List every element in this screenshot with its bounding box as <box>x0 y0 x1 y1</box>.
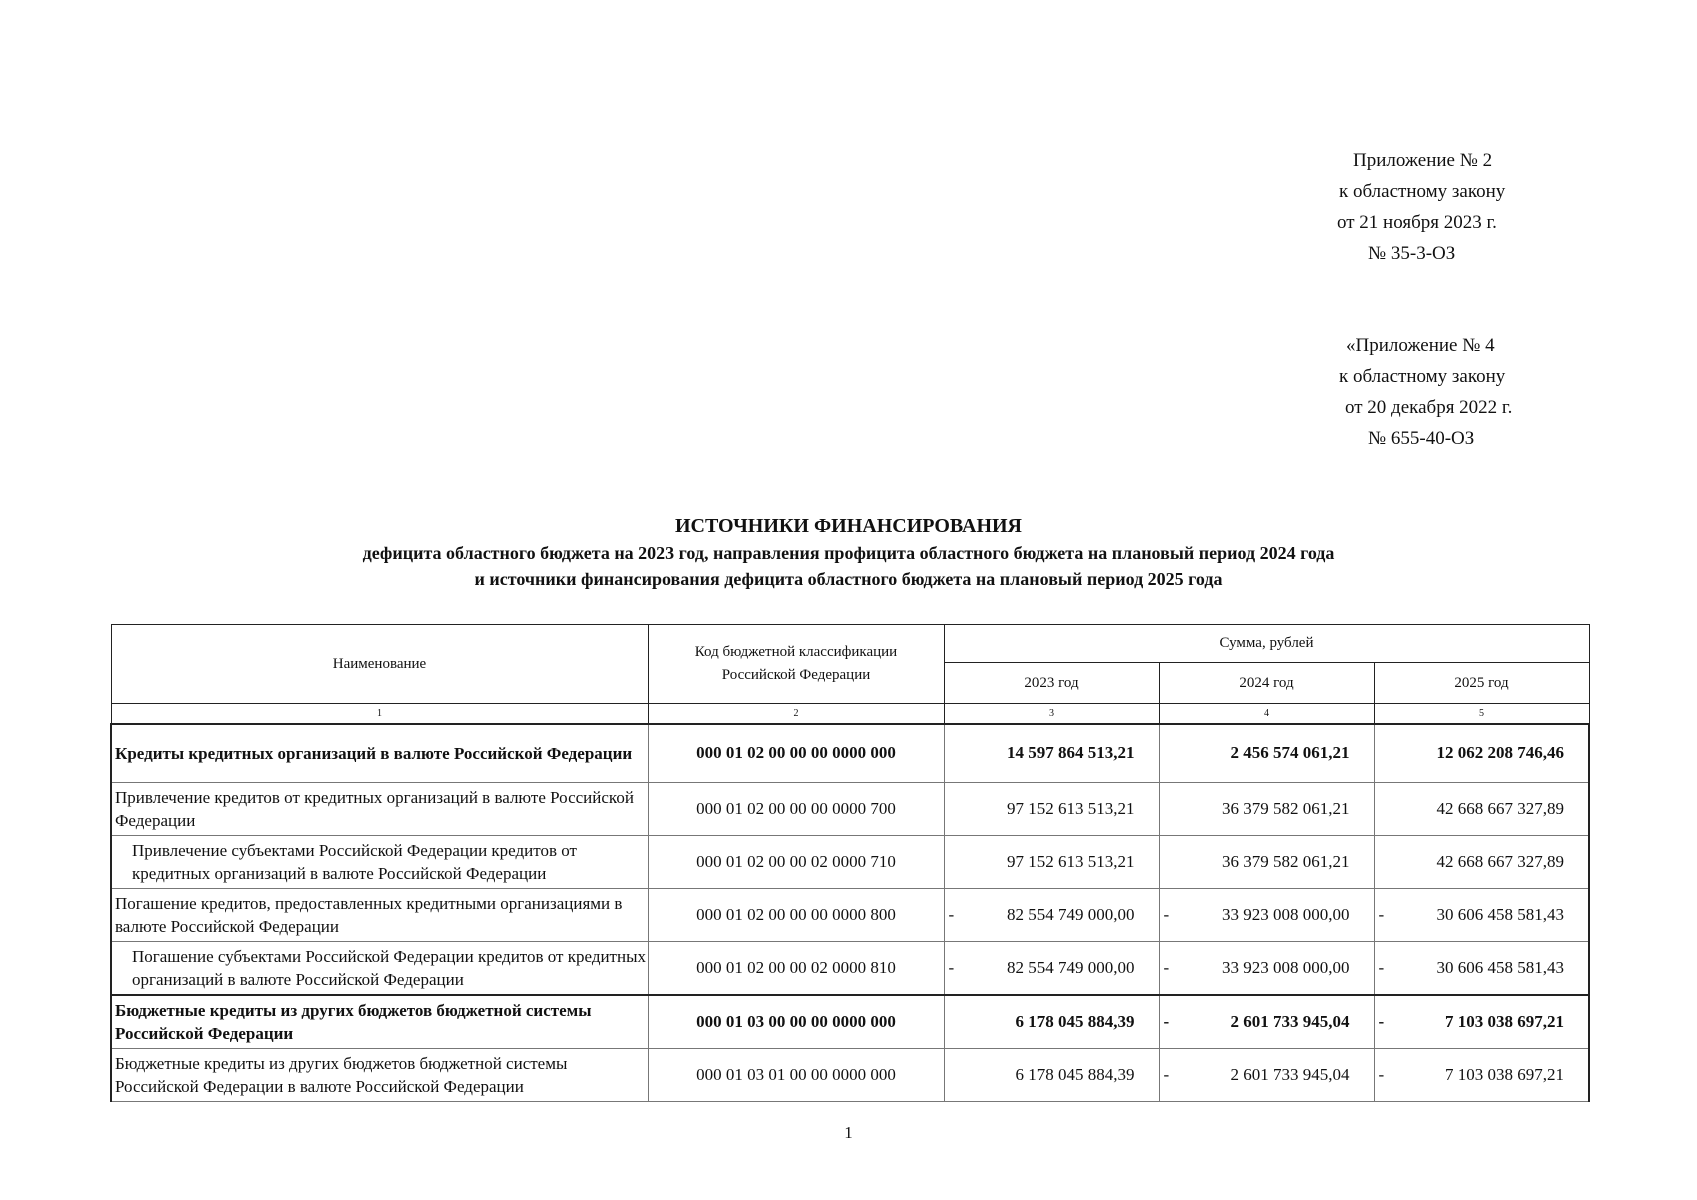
value-text: 7 103 038 697,21 <box>1445 1064 1564 1084</box>
row-value-2024 <box>1159 941 1374 995</box>
value-text: 30 606 458 581,43 <box>1436 957 1564 977</box>
value-text: 2 601 733 945,04 <box>1230 1011 1350 1031</box>
header-code: Код бюджетной классификации Российской Федерации <box>648 625 944 704</box>
table-header-row <box>111 625 1589 663</box>
title-line2: дефицита областного бюджета на 2023 год, направления профицита областного бюджета на плановый период 2024 года <box>362 543 1335 563</box>
row-value-2025 <box>1374 724 1589 782</box>
table-row <box>111 782 1589 835</box>
appendix-current-header <box>1333 145 1506 269</box>
row-value-2025 <box>1374 888 1589 941</box>
value-text: 30 606 458 581,43 <box>1436 904 1564 924</box>
value-text: 7 103 038 697,21 <box>1445 1011 1564 1031</box>
title-line3: и источники финансирования дефицита областного бюджета на плановый период 2025 года <box>474 569 1223 589</box>
value-text: 82 554 749 000,00 <box>1007 904 1135 924</box>
document-title <box>0 512 1697 592</box>
value-text: 97 152 613 513,21 <box>1007 798 1135 818</box>
value-text: 97 152 613 513,21 <box>1007 851 1135 871</box>
table-row <box>111 835 1589 888</box>
row-name: Бюджетные кредиты из других бюджетов бюджетной системы Российской Федерации <box>111 995 648 1049</box>
appendix-current-line1: Приложение № 2 <box>1353 150 1493 171</box>
table-row <box>111 995 1589 1049</box>
row-value-2024 <box>1159 724 1374 782</box>
row-value-2023 <box>944 835 1159 888</box>
page-number: 1 <box>844 1123 853 1142</box>
row-name: Привлечение субъектами Российской Федерации кредитов от кредитных организаций в валюте Российской Федерации <box>111 835 648 888</box>
minus-sign: - <box>1378 957 1385 977</box>
row-name: Погашение кредитов, предоставленных кредитными организациями в валюте Российской Федерации <box>111 888 648 941</box>
minus-sign: - <box>1163 904 1170 924</box>
minus-sign: - <box>1378 1011 1385 1031</box>
value-text: 6 178 045 884,39 <box>1015 1011 1135 1031</box>
value-text: 6 178 045 884,39 <box>1015 1064 1135 1084</box>
table-row <box>111 888 1589 941</box>
value-text: 33 923 008 000,00 <box>1222 904 1350 924</box>
minus-sign: - <box>1163 957 1170 977</box>
row-name: Погашение субъектами Российской Федерации кредитов от кредитных организаций в валюте Российской Федерации <box>111 941 648 995</box>
minus-sign: - <box>1163 1064 1170 1084</box>
row-value-2023 <box>944 724 1159 782</box>
table-index-row <box>111 704 1589 725</box>
value-text: 2 456 574 061,21 <box>1230 743 1350 763</box>
value-text: 14 597 864 513,21 <box>1007 743 1135 763</box>
value-text: 42 668 667 327,89 <box>1436 798 1564 818</box>
appendix-previous-line2: к областному закону <box>1339 366 1506 387</box>
row-value-2023 <box>944 1048 1159 1101</box>
financing-sources-table <box>110 624 1590 1102</box>
row-name: Бюджетные кредиты из других бюджетов бюджетной системы Российской Федерации в валюте Российской Федерации <box>111 1048 648 1101</box>
row-value-2024 <box>1159 782 1374 835</box>
minus-sign: - <box>948 904 955 924</box>
row-value-2025 <box>1374 941 1589 995</box>
value-text: 42 668 667 327,89 <box>1436 851 1564 871</box>
minus-sign: - <box>948 957 955 977</box>
appendix-previous-header <box>1333 330 1513 454</box>
table-row <box>111 941 1589 995</box>
header-year-2025: 2025 год <box>1374 663 1589 704</box>
row-code: 000 01 02 00 00 02 0000 710 <box>648 835 944 888</box>
row-value-2024 <box>1159 995 1374 1049</box>
row-value-2025 <box>1374 782 1589 835</box>
value-text: 36 379 582 061,21 <box>1222 798 1350 818</box>
table-row <box>111 1048 1589 1101</box>
minus-sign: - <box>1378 1064 1385 1084</box>
row-value-2025 <box>1374 835 1589 888</box>
header-year-2024: 2024 год <box>1159 663 1374 704</box>
header-year-2023: 2023 год <box>944 663 1159 704</box>
row-code: 000 01 03 00 00 00 0000 000 <box>648 995 944 1049</box>
index-cell: 1 <box>111 704 648 725</box>
row-code: 000 01 02 00 00 00 0000 800 <box>648 888 944 941</box>
index-cell: 3 <box>944 704 1159 725</box>
row-value-2025 <box>1374 1048 1589 1101</box>
value-text: 12 062 208 746,46 <box>1436 743 1564 763</box>
appendix-current-line2: к областному закону <box>1339 181 1506 202</box>
row-value-2023 <box>944 782 1159 835</box>
row-code: 000 01 02 00 00 00 0000 700 <box>648 782 944 835</box>
index-cell: 5 <box>1374 704 1589 725</box>
row-value-2025 <box>1374 995 1589 1049</box>
appendix-previous-line4: № 655-40-ОЗ <box>1368 428 1475 449</box>
row-value-2024 <box>1159 835 1374 888</box>
index-cell: 2 <box>648 704 944 725</box>
appendix-previous-line1: «Приложение № 4 <box>1346 335 1495 356</box>
value-text: 36 379 582 061,21 <box>1222 851 1350 871</box>
row-name: Кредиты кредитных организаций в валюте Российской Федерации <box>111 724 648 782</box>
appendix-current-line4: № 35-3-ОЗ <box>1368 243 1456 264</box>
title-main: ИСТОЧНИКИ ФИНАНСИРОВАНИЯ <box>674 515 1022 537</box>
value-text: 33 923 008 000,00 <box>1222 957 1350 977</box>
index-cell: 4 <box>1159 704 1374 725</box>
row-code: 000 01 03 01 00 00 0000 000 <box>648 1048 944 1101</box>
row-value-2024 <box>1159 888 1374 941</box>
row-value-2023 <box>944 941 1159 995</box>
row-code: 000 01 02 00 00 02 0000 810 <box>648 941 944 995</box>
minus-sign: - <box>1163 1011 1170 1031</box>
row-code: 000 01 02 00 00 00 0000 000 <box>648 724 944 782</box>
row-value-2023 <box>944 995 1159 1049</box>
table-row <box>111 724 1589 782</box>
row-value-2024 <box>1159 1048 1374 1101</box>
value-text: 82 554 749 000,00 <box>1007 957 1135 977</box>
appendix-previous-line3: от 20 декабря 2022 г. <box>1345 397 1513 418</box>
header-sum: Сумма, рублей <box>944 625 1589 663</box>
header-name: Наименование <box>111 625 648 704</box>
row-value-2023 <box>944 888 1159 941</box>
minus-sign: - <box>1378 904 1385 924</box>
row-name: Привлечение кредитов от кредитных организаций в валюте Российской Федерации <box>111 782 648 835</box>
appendix-current-line3: от 21 ноября 2023 г. <box>1337 212 1497 233</box>
value-text: 2 601 733 945,04 <box>1230 1064 1350 1084</box>
